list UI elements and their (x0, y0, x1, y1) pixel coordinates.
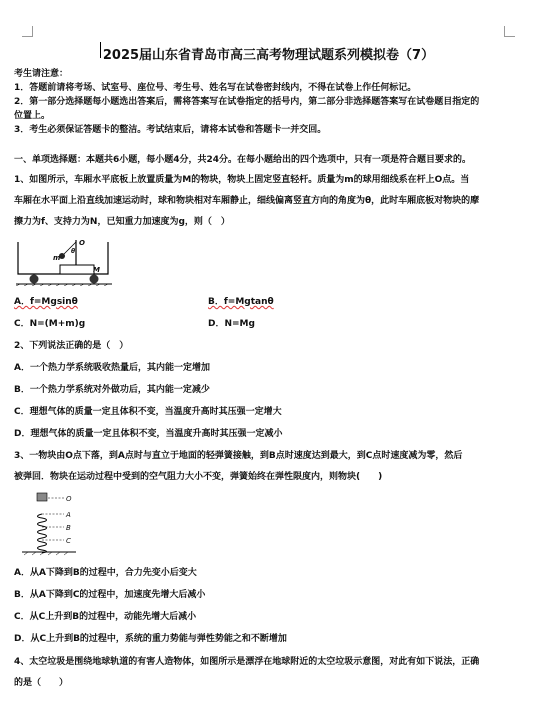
q3-label-c: C (66, 537, 71, 545)
q1-option-b-text: B．f=Mgtanθ (208, 297, 274, 307)
q3-option-a[interactable]: A．从A下降到B的过程中，合力先变小后变大 (14, 568, 197, 578)
q3-label-a: A (66, 511, 71, 519)
q2-option-d[interactable]: D．理想气体的质量一定且体积不变，当温度升高时其压强一定减小 (14, 429, 283, 439)
notice-item: 2．第一部分选择题每小题选出答案后，需将答案写在试卷指定的括号内，第二部分非选择题答案写在试卷题目指定的 (14, 97, 480, 107)
notice-item: 1．答题前请将考场、试室号、座位号、考生号、姓名写在试卷密封线内，不得在试卷上作任何标记。 (14, 83, 417, 93)
q2-stem: 2、下列说法正确的是（ ） (14, 341, 129, 351)
q1-label-big-m: M (93, 266, 100, 274)
q3-stem-line: 3、一物块由O点下落，到A点时与直立于地面的轻弹簧接触，到B点时速度达到最大，到C点时速度减为零，然后 (14, 451, 463, 461)
q3-option-d[interactable]: D．从C上升到B的过程中，系统的重力势能与弹性势能之和不断增加 (14, 634, 287, 644)
q4-stem-line: 的是（ ） (14, 678, 69, 688)
q2-option-b[interactable]: B．一个热力学系统对外做功后，其内能一定减少 (14, 385, 210, 395)
notice-item: 位置上。 (14, 111, 51, 121)
page-title: 2025届山东省青岛市高三高考物理试题系列模拟卷（7） (102, 48, 435, 63)
notice-heading: 考生请注意： (14, 69, 69, 79)
q1-label-o: O (79, 239, 85, 247)
q3-stem-line: 被弹回．物块在运动过程中受到的空气阻力大小不变，弹簧始终在弹性限度内，则物块( ) (14, 472, 383, 482)
q1-option-a[interactable] (14, 296, 78, 308)
q3-label-o: O (66, 495, 72, 503)
q1-stem-line: 车厢在水平面上沿直线加速运动时，球和物块相对车厢静止，细线偏离竖直方向的角度为θ，此时车厢底板对物块的摩 (14, 196, 480, 206)
q3-label-b: B (66, 524, 71, 532)
q1-cart-figure (14, 234, 114, 286)
page-corner-mark-left (22, 26, 33, 37)
q1-stem-line: 1、如图所示，车厢水平底板上放置质量为M的物块，物块上固定竖直轻杆。质量为m的球用细线系在杆上O点。当 (14, 175, 470, 185)
q3-option-b[interactable]: B．从A下降到C的过程中，加速度先增大后减小 (14, 590, 206, 600)
q1-stem-line: 擦力为f、支持力为N，已知重力加速度为g，则（ ） (14, 217, 230, 227)
page-corner-mark-right (504, 26, 515, 37)
q2-option-a[interactable]: A．一个热力学系统吸收热量后，其内能一定增加 (14, 363, 210, 373)
q4-stem-line: 4、太空垃圾是围绕地球轨道的有害人造物体，如图所示是漂浮在地球附近的太空垃圾示意图，对此有如下说法，正确 (14, 657, 480, 667)
q1-option-d[interactable]: D．N=Mg (208, 319, 255, 329)
section-heading: 一、单项选择题：本题共6小题，每小题4分，共24分。在每小题给出的四个选项中，只有一项是符合题目要求的。 (14, 155, 472, 165)
q1-option-a-text: A．f=Mgsinθ (14, 297, 78, 307)
q1-label-theta: θ (71, 248, 76, 255)
q3-option-c[interactable]: C．从C上升到B的过程中，动能先增大后减小 (14, 612, 197, 622)
q1-option-c[interactable]: C．N=(M+m)g (14, 319, 86, 329)
q1-label-m: m (53, 254, 61, 262)
q1-option-b[interactable] (208, 296, 274, 308)
notice-item: 3．考生必须保证答题卡的整洁。考试结束后，请将本试卷和答题卡一并交回。 (14, 125, 327, 135)
q2-option-c[interactable]: C．理想气体的质量一定且体积不变，当温度升高时其压强一定增大 (14, 407, 282, 417)
